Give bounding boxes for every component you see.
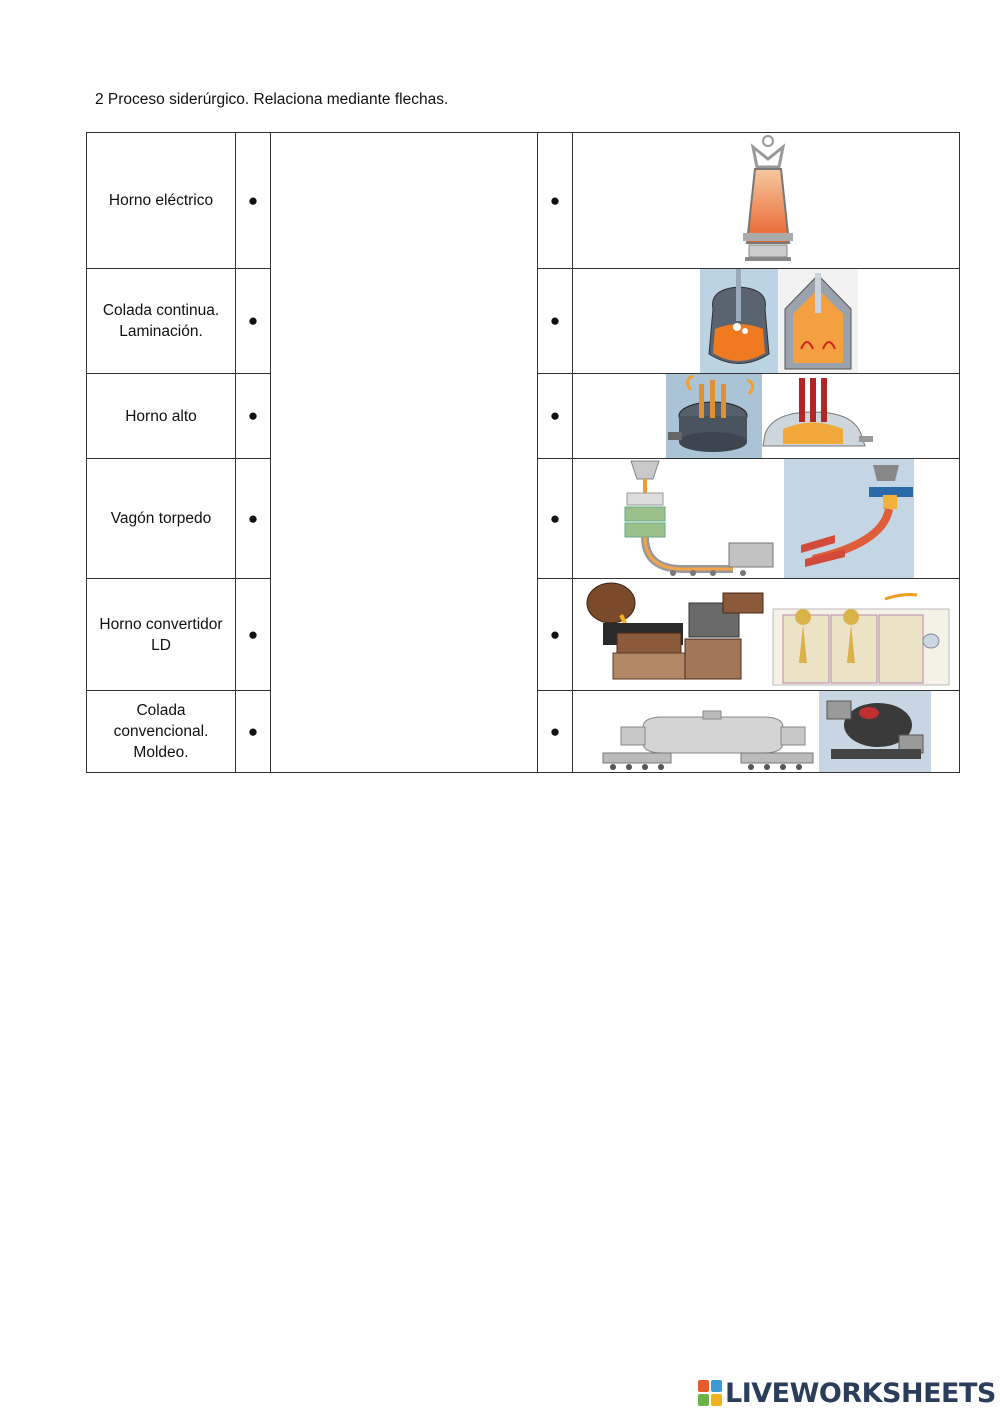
converter-vessel-icon (573, 269, 959, 374)
ingot-molding-icon (573, 579, 959, 691)
right-dot[interactable]: ● (538, 579, 573, 691)
table-row (87, 133, 960, 269)
liveworksheets-logo-icon (698, 1380, 722, 1406)
torpedo-car-icon (573, 691, 959, 773)
term-cell (87, 459, 236, 579)
term-cell (87, 691, 236, 773)
term-line: Horno convertidor (99, 615, 223, 633)
arrow-drawing-area[interactable] (271, 133, 538, 773)
left-dot[interactable]: ● (236, 459, 271, 579)
worksheet-title: 2 Proceso siderúrgico. Relaciona mediante flechas. (95, 91, 449, 108)
term-cell (87, 269, 236, 374)
term-cell (87, 374, 236, 459)
image-cell (573, 691, 960, 773)
image-cell (573, 133, 960, 269)
right-dot[interactable]: ● (538, 459, 573, 579)
term-cell (87, 579, 236, 691)
continuous-casting-icon (573, 459, 959, 579)
right-dot[interactable]: ● (538, 374, 573, 459)
term-line: Horno eléctrico (108, 192, 214, 209)
right-dot[interactable]: ● (538, 133, 573, 269)
term-line: Horno alto (125, 407, 197, 425)
electric-arc-furnace-icon (573, 374, 959, 459)
brand-text: LIVEWORKSHEETS (725, 1377, 996, 1409)
left-dot[interactable]: ● (236, 133, 271, 269)
matching-table (86, 132, 960, 773)
term-line: Vagón torpedo (110, 510, 212, 527)
liveworksheets-logo (698, 1378, 996, 1408)
term-line: Colada (136, 702, 186, 719)
term-line: Colada continua. (102, 302, 220, 319)
left-dot[interactable]: ● (236, 579, 271, 691)
left-dot[interactable]: ● (236, 691, 271, 773)
left-dot[interactable]: ● (236, 374, 271, 459)
term-line: Moldeo. (133, 744, 189, 761)
left-dot[interactable]: ● (236, 269, 271, 374)
image-cell (573, 459, 960, 579)
right-dot[interactable]: ● (538, 691, 573, 773)
term-line: Laminación. (119, 323, 203, 340)
image-cell (573, 374, 960, 459)
image-cell (573, 269, 960, 374)
right-dot[interactable]: ● (538, 269, 573, 374)
ladle-crane-icon (573, 133, 959, 269)
term-line: convencional. (113, 723, 209, 740)
term-line: LD (151, 636, 171, 654)
term-cell (87, 133, 236, 269)
image-cell (573, 579, 960, 691)
